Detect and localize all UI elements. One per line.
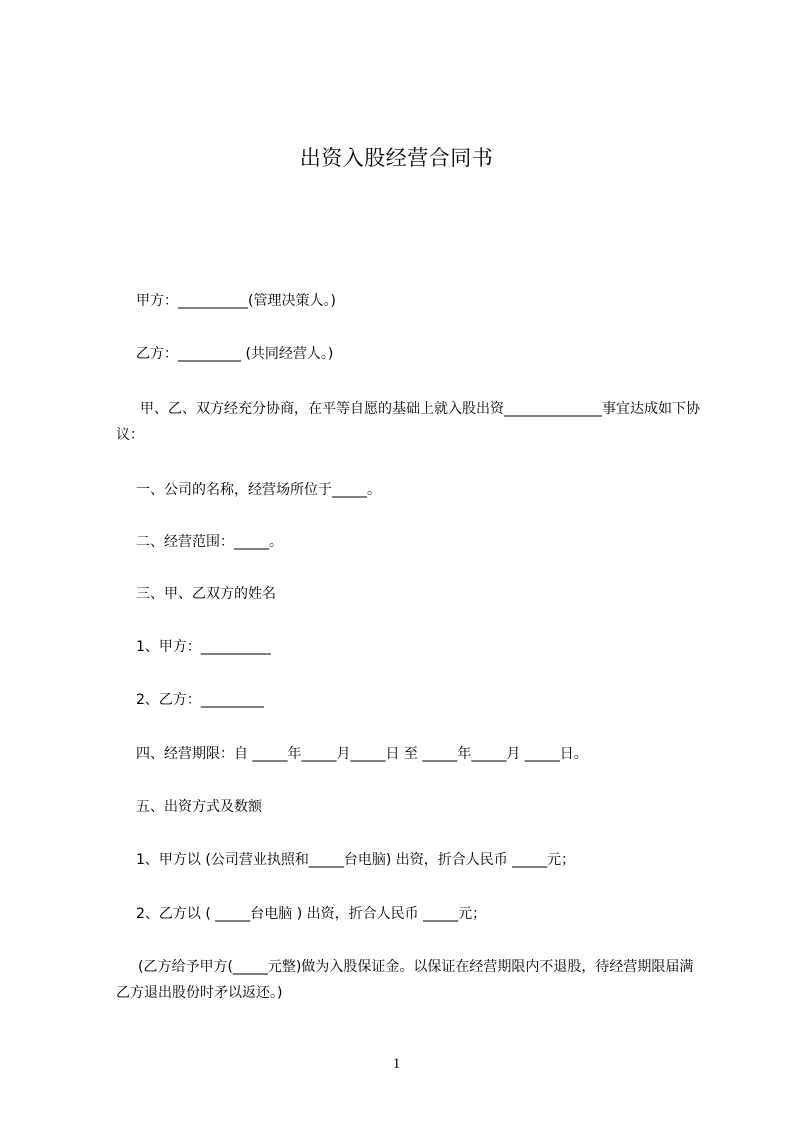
clause-5-party-b: 2、乙方以 ( _____台电脑 ) 出资，折合人民币 _____元； — [136, 906, 487, 922]
clause-3-party-a: 1、甲方：__________ — [136, 639, 271, 655]
deposit-note: (乙方给予甲方(_____元整)做为入股保证金。以保证在经营期限内不退股，待经营期限届满乙方退出股份时矛以返还。) — [116, 959, 694, 1001]
clause-4: 四、经营期限：自 _____年_____月_____日 至 _____年_____月 _____日。 — [136, 746, 588, 762]
page-number: 1 — [392, 1056, 401, 1072]
clause-3-party-b: 2、乙方：_________ — [136, 692, 264, 708]
intro-paragraph: 甲、乙、双方经充分协商，在平等自愿的基础上就入股出资______________事宜达成如下协议： — [116, 401, 700, 443]
clause-3: 三、甲、乙双方的姓名 — [136, 586, 276, 602]
clause-5: 五、出资方式及数额 — [136, 799, 262, 815]
clause-2: 二、经营范围：_____。 — [136, 534, 283, 550]
clause-5-party-a: 1、甲方以 (公司营业执照和_____台电脑) 出资，折合人民币 _____元； — [136, 852, 576, 868]
party-a-line: 甲方：__________(管理决策人。) — [136, 293, 336, 309]
party-b-line: 乙方：_________ (共同经营人。) — [136, 346, 334, 362]
document-title: 出资入股经营合同书 — [299, 146, 494, 170]
clause-1: 一、公司的名称，经营场所位于_____。 — [136, 482, 381, 498]
